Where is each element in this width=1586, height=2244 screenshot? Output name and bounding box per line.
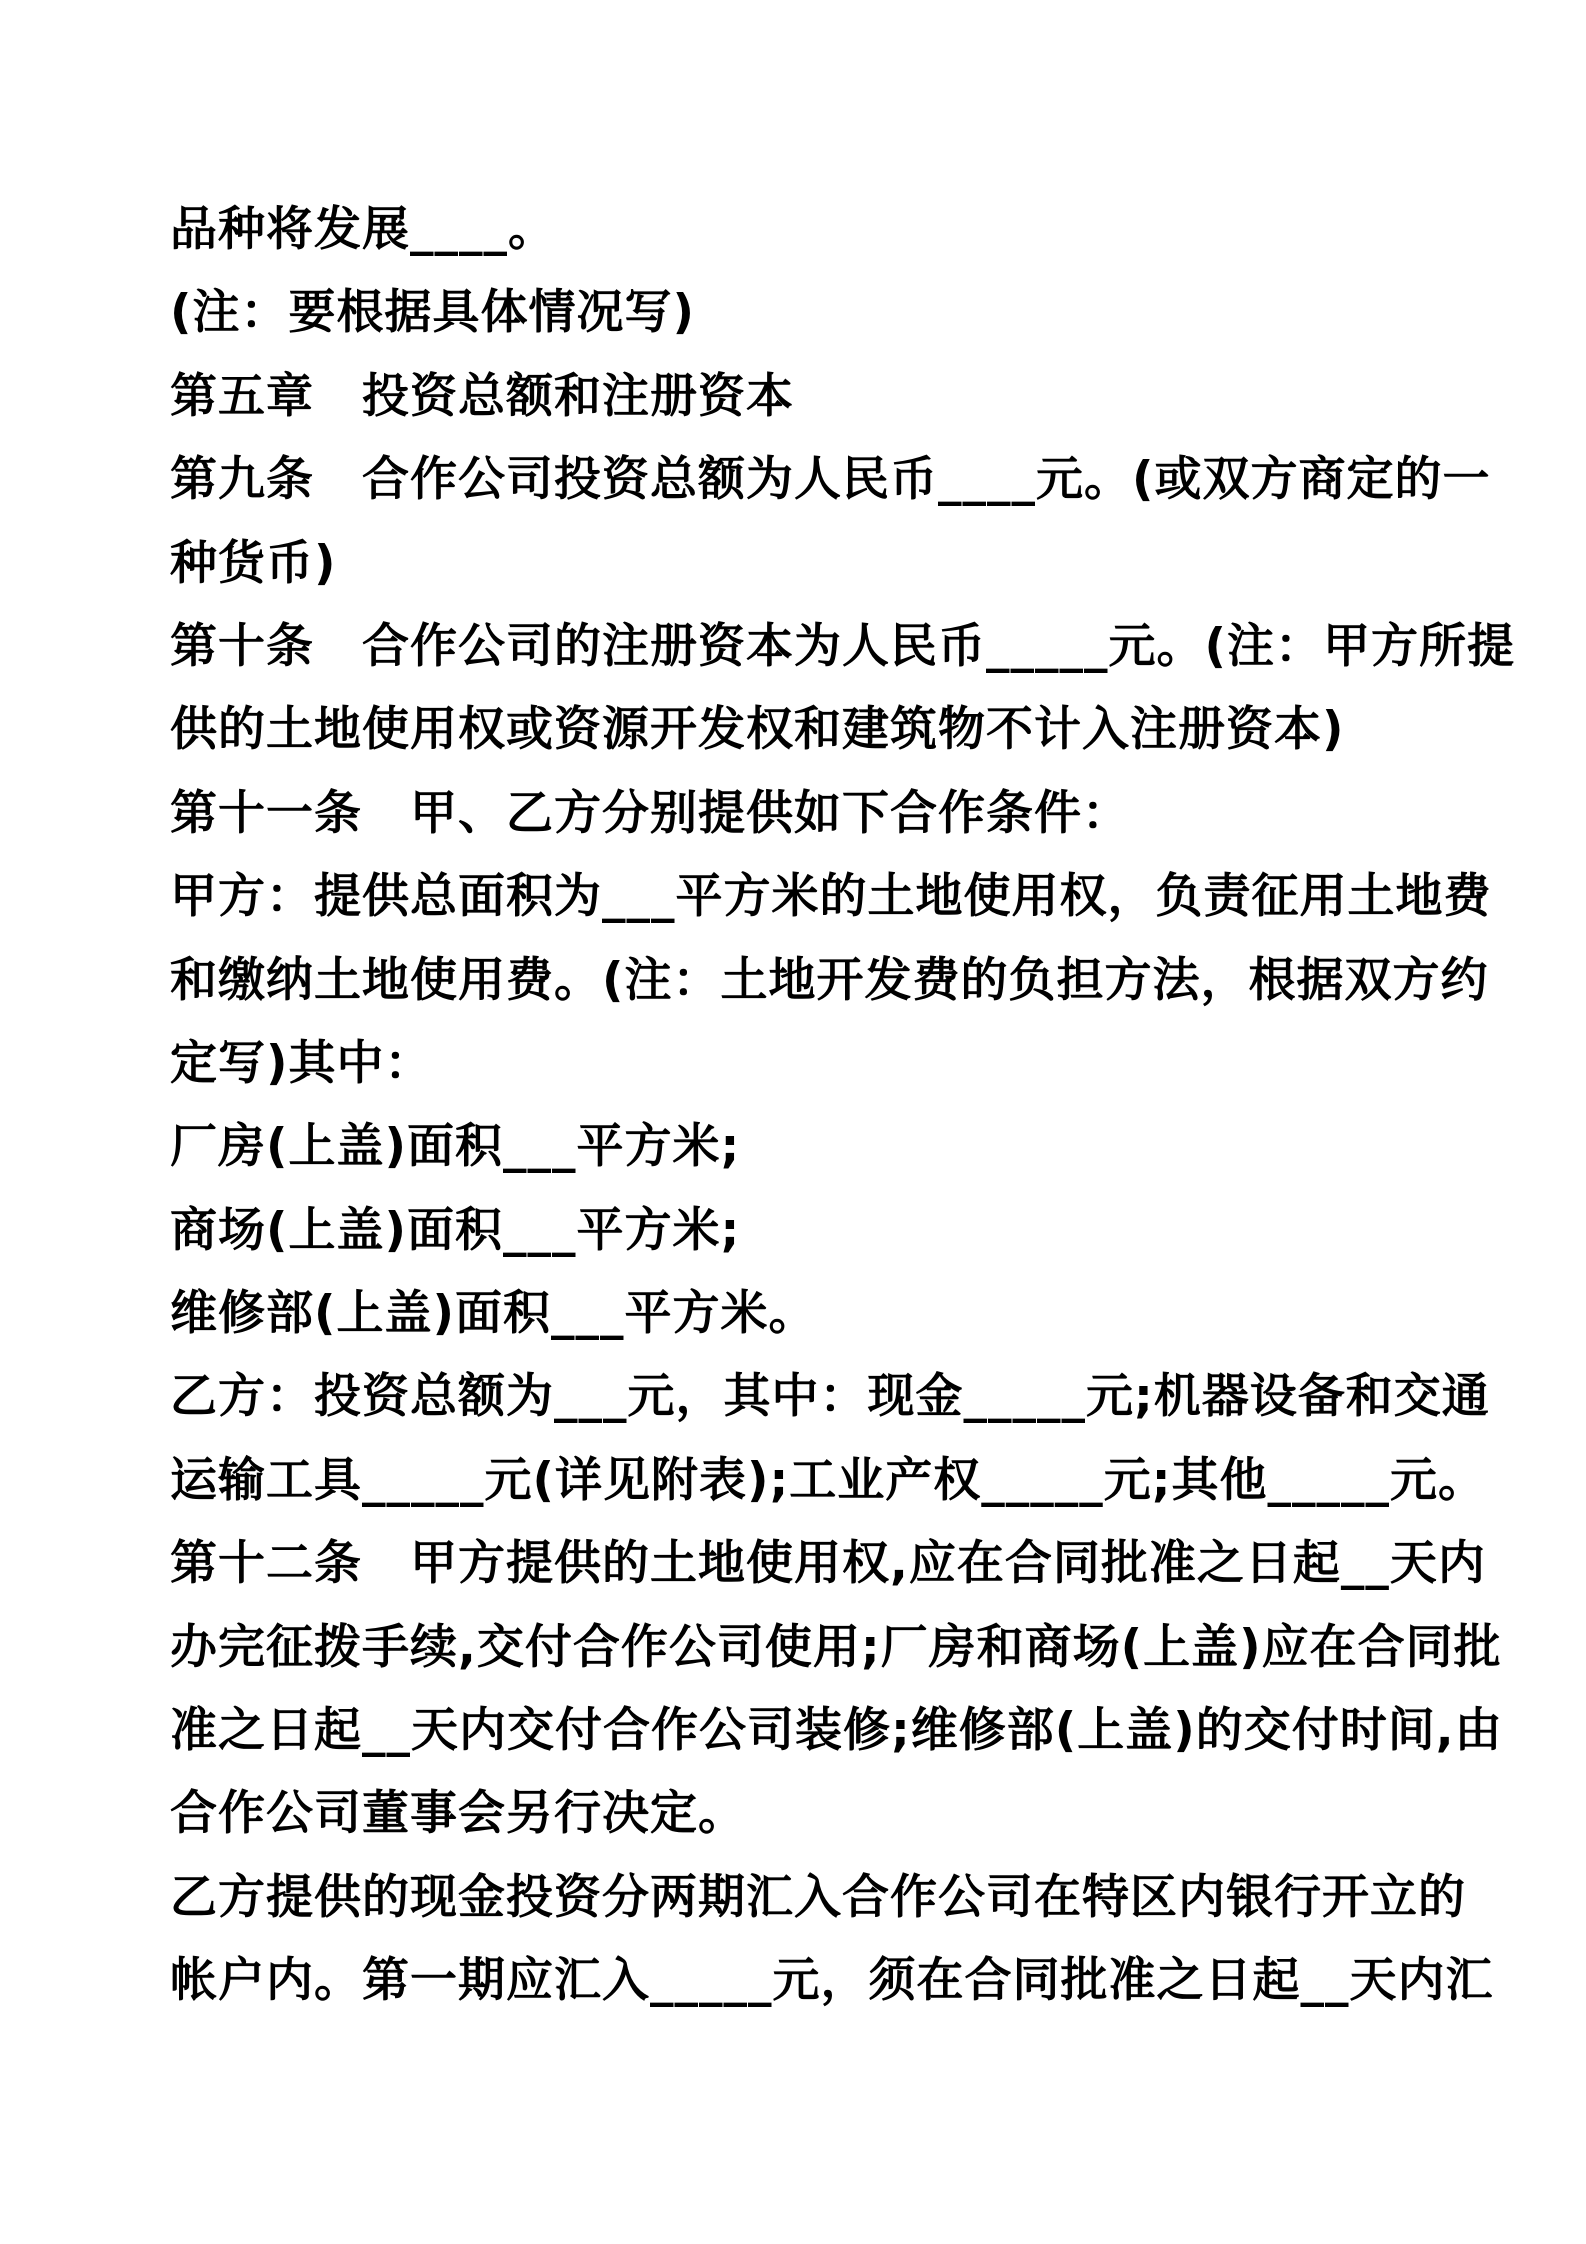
document-line: 合作公司董事会另行决定。 [170,1786,746,1842]
document-line: 厂房(上盖)面积___平方米; [170,1119,741,1175]
document-line: 乙方：投资总额为___元，其中：现金_____元;机器设备和交通 [170,1369,1490,1425]
document-line-chapter-heading: 第五章 投资总额和注册资本 [170,368,794,424]
document-line: (注：要根据具体情况写) [170,285,695,341]
document-line: 品种将发展____。 [170,202,556,257]
document-line: 乙方提供的现金投资分两期汇入合作公司在特区内银行开立的 [170,1869,1466,1925]
contract-text-block [170,188,1515,2023]
document-line: 种货币) [170,535,337,591]
document-line: 定写)其中： [170,1035,433,1091]
document-line: 和缴纳土地使用费。(注：土地开发费的负担方法，根据双方约 [170,952,1489,1008]
document-line: 商场(上盖)面积___平方米; [170,1202,741,1258]
document-line-article-11: 第十一条 甲、乙方分别提供如下合作条件： [170,785,1130,841]
document-line: 准之日起__天内交付合作公司装修;维修部(上盖)的交付时间,由 [170,1703,1503,1759]
document-line: 甲方：提供总面积为___平方米的土地使用权，负责征用土地费 [170,869,1492,925]
document-line: 帐户内。第一期应汇入_____元，须在合同批准之日起__天内汇 [170,1953,1494,2009]
document-line: 维修部(上盖)面积___平方米。 [170,1286,817,1342]
document-line-article-10: 第十条 合作公司的注册资本为人民币_____元。(注：甲方所提 [170,618,1515,674]
document-line-article-9: 第九条 合作公司投资总额为人民币____元。(或双方商定的一 [170,452,1491,508]
document-line-article-12: 第十二条 甲方提供的土地使用权,应在合同批准之日起__天内 [170,1536,1486,1592]
document-line: 办完征拨手续,交付合作公司使用;厂房和商场(上盖)应在合同批 [170,1619,1502,1675]
document-line: 运输工具_____元(详见附表);工业产权_____元;其他_____元。 [170,1452,1487,1508]
document-line: 供的土地使用权或资源开发权和建筑物不计入注册资本) [170,702,1345,758]
